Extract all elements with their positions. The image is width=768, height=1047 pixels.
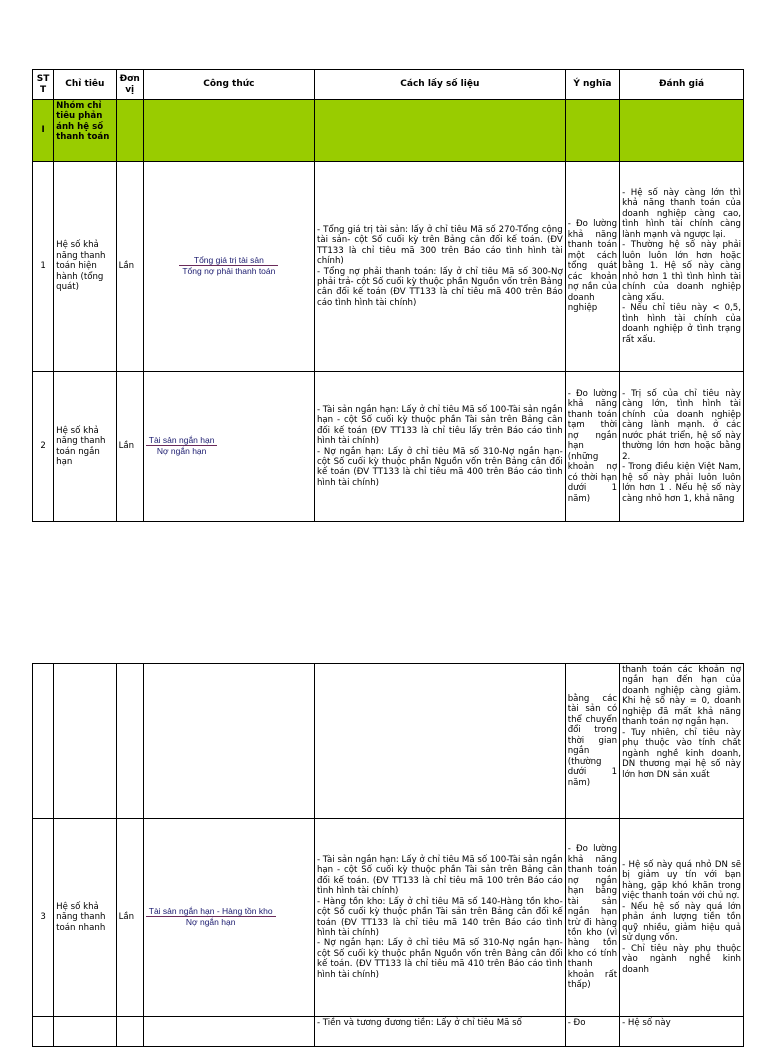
row-y-nghia: - Đo lường khả năng thanh toán tạm thời nợ ngắn hạn (những khoản nợ có thời hạn dưới 1 năm) [565,372,619,522]
row-chi-tieu: Hệ số khả năng thanh toán hiện hành (tổng quát) [54,162,116,372]
row-chi-tieu: Hệ số khả năng thanh toán nhanh [54,819,116,1017]
header-stt: ST T [33,70,54,100]
row-don-vi: Lần [116,372,143,522]
row-cach-lay: - Tài sản ngắn hạn: Lấy ở chỉ tiêu Mã số 100-Tài sản ngắn hạn - cột Số cuối kỳ thuộc phần Tài sản trên Bảng cân đối kế toán (ĐV TT133 là chỉ tiêu lấy trên Báo cáo tình hình tài chính) - Nợ ngắn hạn: Lấy ở chỉ tiêu Mã số 310-Nợ ngắn hạn- cột Số cuối kỳ thuộc phần Nguồn vốn trên Bảng cân đối kế toán (ĐV TT133 là chỉ tiêu mã 400 trên Báo cáo tình hình tài chính) [314,372,565,522]
row-formula [143,819,314,1017]
row-cach-lay: - Tiền và tương đương tiền: Lấy ở chỉ tiêu Mã số [314,1017,565,1047]
row-danh-gia: thanh toán các khoản nợ ngắn hạn đến hạn của doanh nghiệp càng giảm. Khi hệ số này = 0, doanh nghiệp đã mất khả năng thanh toán nợ ngắn hạn. - Tuy nhiên, chỉ tiêu này phụ thuộc vào tính chất ngành nghề kinh doanh, DN thương mại hệ số này lớn hơn DN sản xuất [620,664,744,819]
row-don-vi: Lần [116,819,143,1017]
formula-fraction [179,255,278,277]
group-row [33,100,744,162]
row-danh-gia: - Hệ số này [620,1017,744,1047]
header-chi-tieu: Chỉ tiêu [54,70,116,100]
ratio-table-page-1 [32,69,744,522]
header-y-nghia: Ý nghĩa [565,70,619,100]
row-don-vi [116,1017,143,1047]
header-danh-gia: Đánh giá [620,70,744,100]
row-danh-gia: - Trị số của chỉ tiêu này càng lớn, tình hình tài chính của doanh nghiệp càng lành mạnh. ở các nước phát triển, hệ số này thường lớn hơn hoặc bằng 2. - Trong điều kiện Việt Nam, hệ số này phải luôn luôn lớn hơn 1 . Nếu hệ số này càng nhỏ hơn 1, khả năng [620,372,744,522]
row-don-vi [116,664,143,819]
formula-numerator: Tài sản ngắn hạn [146,435,218,446]
row-formula [143,162,314,372]
row-don-vi: Lần [116,162,143,372]
row-formula [143,372,314,522]
formula-numerator: Tài sản ngắn hạn - Hàng tồn kho [146,906,276,917]
row-y-nghia: bằng các tài sản có thể chuyển đổi trong thời gian ngắn (thường dưới 1 năm) [565,664,619,819]
row-chi-tieu [54,664,116,819]
row-stt: 3 [33,819,54,1017]
group-empty-cell [620,100,744,162]
formula-fraction [146,435,218,457]
row-cach-lay: - Tổng giá trị tài sản: lấy ở chỉ tiêu Mã số 270-Tổng cộng tài sản- cột Số cuối kỳ trên Bảng cân đối kế toán. (ĐV TT133 là chỉ tiêu mã 300 trên Báo cáo tình hình tài chính) - Tổng nợ phải thanh toán: lấy ở chỉ tiêu Mã số 300-Nợ phải trả- cột Số cuối kỳ thuộc phần Nguồn vốn trên Bảng cân đối kế toán (ĐV TT133 là chỉ tiêu mã 400 trên Báo cáo tình hình tài chính) [314,162,565,372]
row-cach-lay [314,664,565,819]
group-stt: I [33,100,54,162]
row-y-nghia: - Đo lường khả năng thanh toán nợ ngắn hạn bằng tài sản ngắn hạn trừ đi hàng tồn kho (vì hàng tồn kho có tính thanh khoản rất thấp) [565,819,619,1017]
table-row [33,819,744,1017]
group-empty-cell [116,100,143,162]
row-formula [143,664,314,819]
row-stt [33,664,54,819]
header-cach-lay: Cách lấy số liệu [314,70,565,100]
formula-denominator: Nợ ngắn hạn [185,917,236,928]
header-cong-thuc: Công thức [143,70,314,100]
table-row [33,372,744,522]
table-header-row [33,70,744,100]
table-row-continued [33,664,744,819]
row-stt [33,1017,54,1047]
formula-fraction [146,906,276,928]
table-row [33,1017,744,1047]
group-label: Nhóm chỉ tiêu phản ánh hệ số thanh toán [54,100,116,162]
row-chi-tieu: Hệ số khả năng thanh toán ngắn hạn [54,372,116,522]
row-stt: 2 [33,372,54,522]
ratio-table-page-2 [32,663,744,1047]
group-empty-cell [143,100,314,162]
row-y-nghia: - Đo [565,1017,619,1047]
row-y-nghia: - Đo lường khả năng thanh toán một cách tổng quát các khoản nợ nần của doanh nghiệp [565,162,619,372]
row-stt: 1 [33,162,54,372]
formula-denominator: Nợ ngắn hạn [156,446,207,457]
group-empty-cell [314,100,565,162]
header-don-vi: Đơn vị [116,70,143,100]
formula-denominator: Tổng nợ phải thanh toán [182,266,276,277]
formula-numerator: Tổng giá trị tài sản [179,255,278,266]
row-formula [143,1017,314,1047]
row-chi-tieu [54,1017,116,1047]
group-empty-cell [565,100,619,162]
row-danh-gia: - Hệ số này quá nhỏ DN sẽ bị giảm uy tín với bạn hàng, gặp khó khăn trong việc thanh toán với chủ nợ. - Nếu hệ số này quá lớn phản ánh lượng tiền tồn quỹ nhiều, giảm hiệu quả sử dụng vốn. - Chỉ tiêu này phụ thuộc vào ngành nghề kinh doanh [620,819,744,1017]
row-cach-lay: - Tài sản ngắn hạn: Lấy ở chỉ tiêu Mã số 100-Tài sản ngắn hạn - cột Số cuối kỳ thuộc phần Tài sản trên Bảng cân đối kế toán. (ĐV TT133 là chỉ tiêu mã 100 trên Báo cáo tình hình tài chính) - Hàng tồn kho: Lấy ở chỉ tiêu Mã số 140-Hàng tồn kho- cột Số cuối kỳ thuộc phần Tài sản trên Bảng cân đối kế toán (ĐV TT133 là chỉ tiêu mã 140 trên Báo cáo tình hình tài chính) - Nợ ngắn hạn: Lấy ở chỉ tiêu Mã số 310-Nợ ngắn hạn- cột Số cuối kỳ thuộc phần Nguồn vốn trên Bảng cân đối kế toán. (ĐV TT133 là chỉ tiêu mã 410 trên Báo cáo tình hình tài chính) [314,819,565,1017]
row-danh-gia: - Hệ số này càng lớn thì khả năng thanh toán của doanh nghiệp càng cao, tình hình tài chính càng lành mạnh và ngược lại. - Thường hệ số này phải luôn luôn lớn hơn hoặc bằng 1. Hệ số này càng nhỏ hơn 1 thì tình hình tài chính của doanh nghiệp càng xấu. - Nếu chỉ tiêu này < 0,5, tình hình tài chính của doanh nghiệp ở tình trạng rất xấu. [620,162,744,372]
table-row [33,162,744,372]
